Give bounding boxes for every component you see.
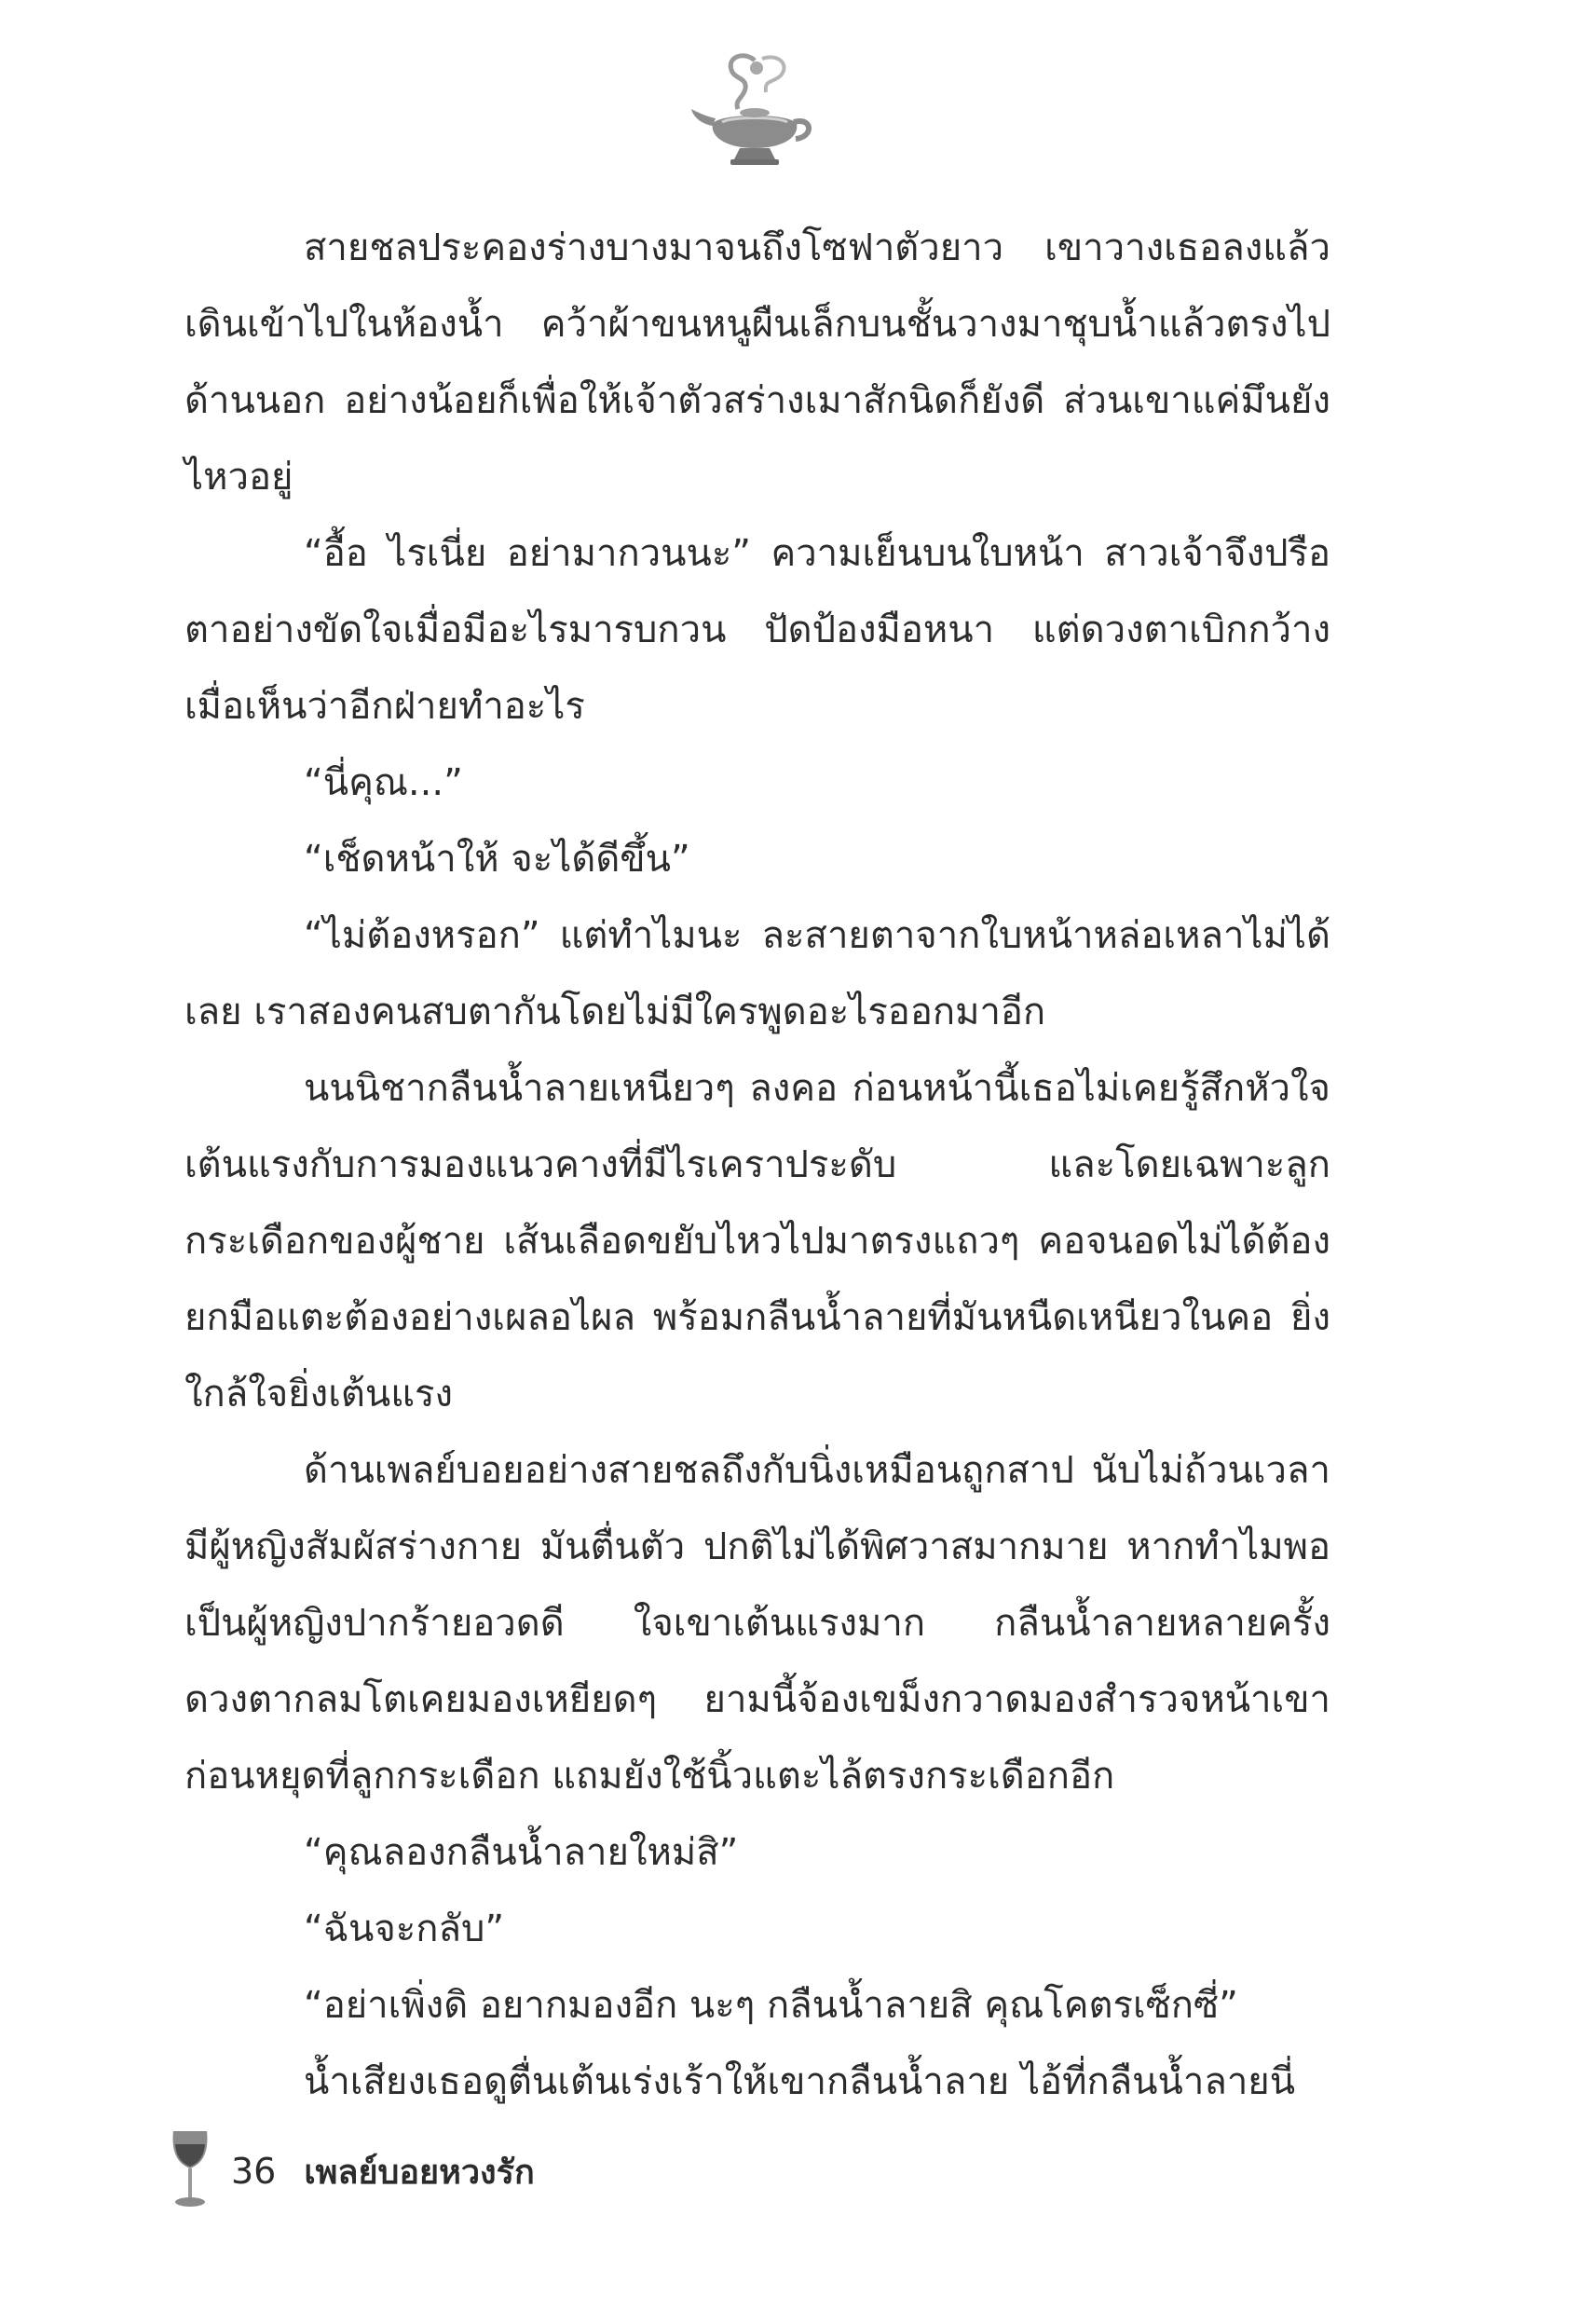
paragraph: “อย่าเพิ่งดิ อยากมองอีก นะๆ กลืนน้ำลายสิ คุณโคตรเซ็กซี่” [304, 1984, 1238, 2027]
paragraph: “ฉันจะกลับ” [304, 1908, 505, 1950]
paragraph: นนนิชากลืนน้ำลายเหนียวๆ ลงคอ ก่อนหน้านี้เธอไม่เคยรู้สึกหัวใจเต้นแรงกับการมองแนวคางที่มีไรเคราประดับ และโดยเฉพาะลูกกระเดือกของผู้ชาย เส้นเลือดขยับไหวไปมาตรงแถวๆ คอจนอดไม่ได้ต้องยกมือแตะต้องอย่างเผลอไผล พร้อมกลืนน้ำลายที่มันหนืดเหนียวในคอ ยิ่งใกล้ใจยิ่งเต้นแรง [184, 1067, 1330, 1415]
paragraph: สายชลประคองร่างบางมาจนถึงโซฟาตัวยาว เขาวางเธอลงแล้วเดินเข้าไปในห้องน้ำ คว้าผ้าขนหนูผืนเล็กบนชั้นวางมาชุบน้ำแล้วตรงไปด้านนอก อย่างน้อยก็เพื่อให้เจ้าตัวสร่างเมาสักนิดก็ยังดี ส่วนเขาแค่มึนยังไหวอยู่ [184, 226, 1330, 499]
paragraph: “อื้อ ไรเนี่ย อย่ามากวนนะ” ความเย็นบนใบหน้า สาวเจ้าจึงปรือตาอย่างขัดใจเมื่อมีอะไรมารบกวน ปัดป้องมือหนา แต่ดวงตาเบิกกว้างเมื่อเห็นว่าอีกฝ่ายทำอะไร [184, 532, 1330, 728]
paragraph: “นี่คุณ...” [304, 761, 463, 804]
paragraph: “ไม่ต้องหรอก” แต่ทำไมนะ ละสายตาจากใบหน้าหล่อเหลาไม่ได้เลย เราสองคนสบตากันโดยไม่มีใครพูดอะไรออกมาอีก [184, 914, 1330, 1033]
magic-lamp-genie-icon [689, 51, 820, 172]
page-number: 36 [231, 2151, 277, 2192]
paragraph: “คุณลองกลืนน้ำลายใหม่สิ” [304, 1831, 739, 1874]
paragraph: น้ำเสียงเธอดูตื่นเต้นเร่งเร้าให้เขากลืนน้ำลาย ไอ้ที่กลืนน้ำลายนี่ [304, 2060, 1296, 2103]
story-text [184, 210, 1330, 2120]
paragraph: “เช็ดหน้าให้ จะได้ดีขึ้น” [304, 838, 690, 881]
page-footer [170, 2129, 535, 2213]
wine-glass-icon [170, 2129, 211, 2213]
paragraph: ด้านเพลย์บอยอย่างสายชลถึงกับนิ่งเหมือนถูกสาป นับไม่ถ้วนเวลามีผู้หญิงสัมผัสร่างกาย มันตื่นตัว ปกติไม่ได้พิศวาสมากมาย หากทำไมพอเป็นผู้หญิงปากร้ายอวดดี ใจเขาเต้นแรงมาก กลืนน้ำลายหลายครั้ง ดวงตากลมโตเคยมองเหยียดๆ ยามนี้จ้องเขม็งกวาดมองสำรวจหน้าเขาก่อนหยุดที่ลูกกระเดือก แถมยังใช้นิ้วแตะไล้ตรงกระเดือกอีก [184, 1449, 1330, 1798]
book-title: เพลย์บอยหวงรัก [304, 2153, 535, 2192]
